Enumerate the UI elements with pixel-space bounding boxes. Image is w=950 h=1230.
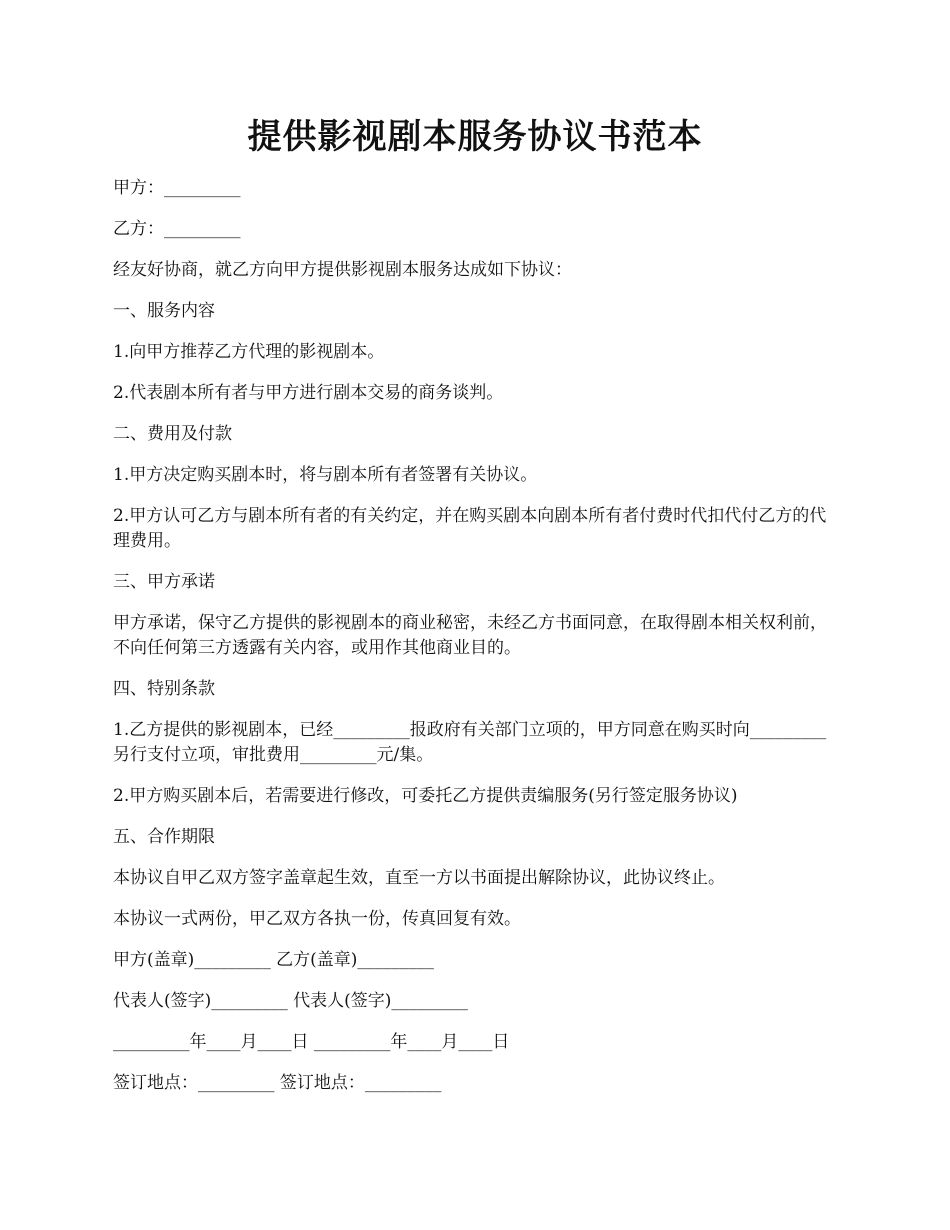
- intro-paragraph: 经友好协商，就乙方向甲方提供影视剧本服务达成如下协议：: [113, 260, 572, 280]
- signature-place-line: 签订地点：_________ 签订地点：_________: [113, 1073, 442, 1093]
- signature-representative-line: 代表人(签字)_________ 代表人(签字)_________: [113, 991, 468, 1011]
- document-body: [113, 176, 843, 1112]
- clause-special-1: 1.乙方提供的影视剧本，已经_________报政府有关部门立项的，甲方同意在购买时向_________另行支付立项，审批费用_________元/集。: [113, 720, 827, 765]
- clause-fees-1: 1.甲方决定购买剧本时，将与剧本所有者签署有关协议。: [113, 465, 538, 485]
- clause-service-2: 2.代表剧本所有者与甲方进行剧本交易的商务谈判。: [113, 383, 504, 403]
- signature-date-line: _________年____月____日 _________年____月____日: [113, 1032, 510, 1052]
- clause-commitment: 甲方承诺，保守乙方提供的影视剧本的商业秘密，未经乙方书面同意，在取得剧本相关权利前，不向任何第三方透露有关内容，或用作其他商业目的。: [113, 613, 827, 658]
- section-heading-commitment: 三、甲方承诺: [113, 572, 215, 592]
- clause-term-2: 本协议一式两份，甲乙双方各执一份，传真回复有效。: [113, 909, 521, 929]
- signature-seal-line: 甲方(盖章)_________ 乙方(盖章)_________: [113, 950, 434, 970]
- clause-term-1: 本协议自甲乙双方签字盖章起生效，直至一方以书面提出解除协议，此协议终止。: [113, 868, 725, 888]
- clause-fees-2: 2.甲方认可乙方与剧本所有者的有关约定，并在购买剧本向剧本所有者付费时代扣代付乙方的代理费用。: [113, 506, 827, 551]
- section-heading-special-terms: 四、特别条款: [113, 679, 215, 699]
- section-heading-service-content: 一、服务内容: [113, 301, 215, 321]
- clause-service-1: 1.向甲方推荐乙方代理的影视剧本。: [113, 342, 385, 362]
- document-title: 提供影视剧本服务协议书范本: [247, 117, 703, 157]
- party-b-line: 乙方：_________: [113, 219, 241, 239]
- clause-special-2: 2.甲方购买剧本后，若需要进行修改，可委托乙方提供责编服务(另行签定服务协议): [113, 786, 738, 806]
- section-heading-fees: 二、费用及付款: [113, 424, 232, 444]
- section-heading-term: 五、合作期限: [113, 827, 215, 847]
- party-a-line: 甲方：_________: [113, 178, 241, 198]
